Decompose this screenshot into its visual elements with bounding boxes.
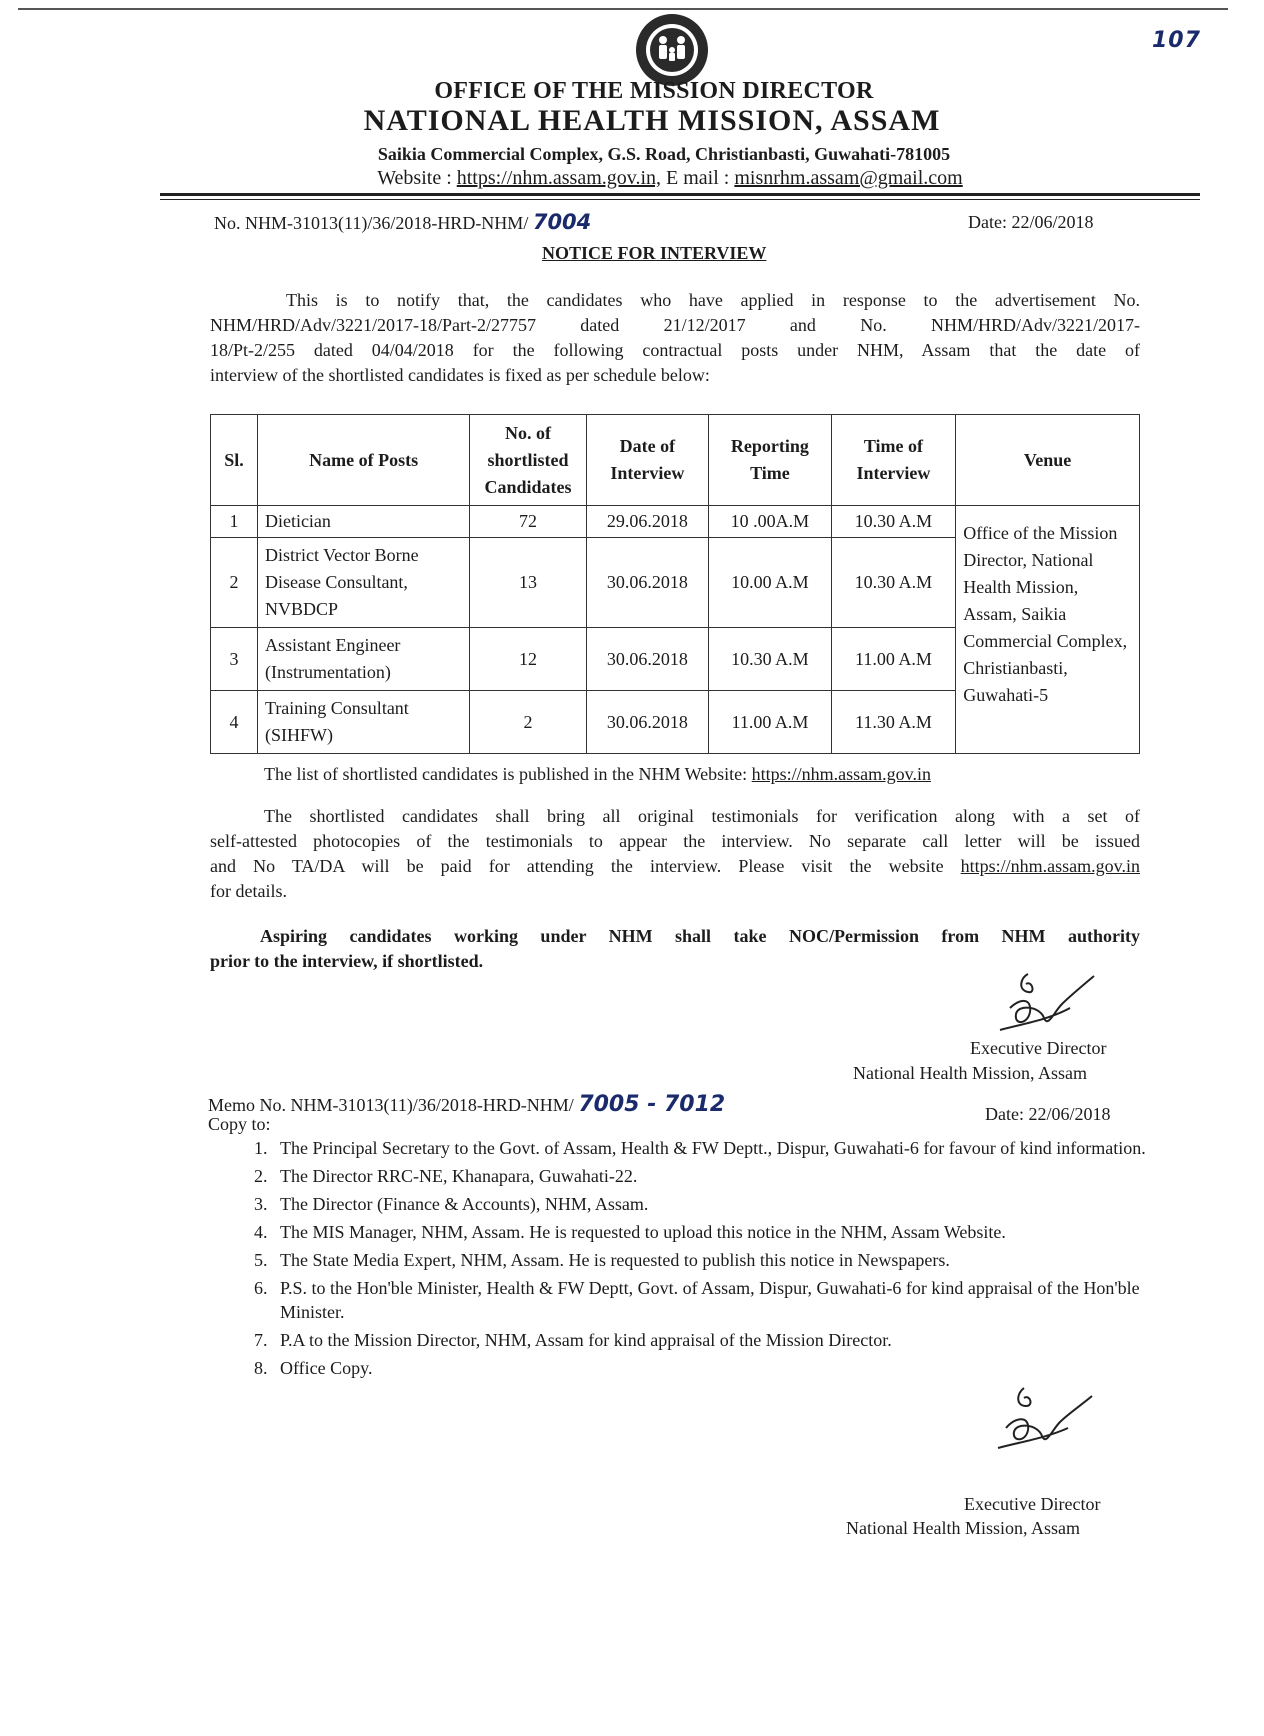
table-cell: Training Consultant (SIHFW) bbox=[257, 691, 469, 754]
intro-paragraph bbox=[210, 288, 1140, 388]
reference-number bbox=[214, 210, 591, 234]
table-cell: 30.06.2018 bbox=[586, 691, 709, 754]
table-header-row bbox=[211, 415, 1140, 506]
table-cell: 2 bbox=[470, 691, 586, 754]
table-cell: Dietician bbox=[257, 506, 469, 538]
header-rule-thin bbox=[160, 199, 1200, 200]
organization-title: NATIONAL HEALTH MISSION, ASSAM bbox=[363, 104, 941, 137]
contact-line bbox=[38, 167, 1264, 190]
header-cell: Name of Posts bbox=[257, 415, 469, 506]
memo-date: Date: 22/06/2018 bbox=[985, 1104, 1111, 1124]
signature-1-title: Executive Director bbox=[970, 1038, 1107, 1058]
nhm-website-link[interactable]: https://nhm.assam.gov.in bbox=[751, 764, 931, 784]
header-cell: No. of shortlisted Candidates bbox=[470, 415, 586, 506]
details-website-link[interactable]: https://nhm.assam.gov.in bbox=[960, 856, 1141, 876]
table-cell: 11.00 A.M bbox=[831, 628, 956, 691]
handwritten-memo-number: 7005 - 7012 bbox=[578, 1092, 726, 1117]
list-item: 1. The Principal Secretary to the Govt. of Assam, Health & FW Deptt., Dispur, Guwahati-6 for favour of kind information. bbox=[272, 1136, 1162, 1160]
testimonials-line: The shortlisted candidates shall bring all original testimonials for verification along with a set of bbox=[264, 806, 1140, 826]
header-cell: Reporting Time bbox=[709, 415, 832, 506]
shortlist-notice bbox=[264, 764, 931, 785]
intro-line: NHM/HRD/Adv/3221/2017-18/Part-2/27757 dated 21/12/2017 and No. NHM/HRD/Adv/3221/2017- bbox=[210, 315, 1140, 335]
interview-schedule-table bbox=[210, 414, 1140, 754]
list-item: 8. Office Copy. bbox=[272, 1356, 1162, 1380]
memo-text: Memo No. NHM-31013(11)/36/2018-HRD-NHM/ bbox=[208, 1095, 574, 1115]
intro-line: This is to notify that, the candidates who have applied in response to the advertisement No. bbox=[286, 290, 1140, 310]
table-cell: 3 bbox=[211, 628, 258, 691]
table-cell: 30.06.2018 bbox=[586, 538, 709, 628]
noc-line: Aspiring candidates working under NHM shall take NOC/Permission from NHM authority bbox=[260, 926, 1140, 946]
header-cell: Sl. bbox=[211, 415, 258, 506]
handwritten-page-number: 107 bbox=[1152, 28, 1201, 53]
list-item: 4. The MIS Manager, NHM, Assam. He is requested to upload this notice in the NHM, Assam Website. bbox=[272, 1220, 1162, 1244]
table-cell: 13 bbox=[470, 538, 586, 628]
intro-line: interview of the shortlisted candidates is fixed as per schedule below: bbox=[210, 365, 710, 385]
testimonials-line bbox=[210, 854, 1140, 879]
copy-to-label: Copy to: bbox=[208, 1114, 271, 1134]
header-cell: Venue bbox=[956, 415, 1140, 506]
office-address: Saikia Commercial Complex, G.S. Road, Christianbasti, Guwahati-781005 bbox=[377, 144, 951, 164]
signature-2-title: Executive Director bbox=[964, 1494, 1101, 1514]
reference-date: Date: 22/06/2018 bbox=[968, 212, 1094, 232]
reference-text: No. NHM-31013(11)/36/2018-HRD-NHM/ bbox=[214, 213, 529, 233]
table-cell: 29.06.2018 bbox=[586, 506, 709, 538]
header-rule bbox=[160, 193, 1200, 196]
table-cell: 11.30 A.M bbox=[831, 691, 956, 754]
table-cell: 10 .00A.M bbox=[709, 506, 832, 538]
list-item: 5. The State Media Expert, NHM, Assam. He is requested to publish this notice in Newspapers. bbox=[272, 1248, 1162, 1272]
testimonials-line: for details. bbox=[210, 881, 287, 901]
table-row bbox=[211, 506, 1140, 538]
table-cell: Assistant Engineer (Instrumentation) bbox=[257, 628, 469, 691]
intro-line: 18/Pt-2/255 dated 04/04/2018 for the following contractual posts under NHM, Assam that the date of bbox=[210, 340, 1140, 360]
table-cell: 10.30 A.M bbox=[709, 628, 832, 691]
noc-paragraph bbox=[210, 924, 1140, 974]
list-item: 6. P.S. to the Hon'ble Minister, Health & FW Deptt, Govt. of Assam, Dispur, Guwahati-6 for kind appraisal of the Hon'ble Minister. bbox=[272, 1276, 1162, 1324]
testimonials-line-text: and No TA/DA will be paid for attending the interview. Please visit the website bbox=[210, 856, 944, 876]
table-cell: 10.30 A.M bbox=[831, 506, 956, 538]
signature-2-org: National Health Mission, Assam bbox=[846, 1518, 1080, 1538]
table-cell: 1 bbox=[211, 506, 258, 538]
signature-2 bbox=[970, 1384, 1100, 1464]
memo-number bbox=[208, 1092, 725, 1117]
table-cell: 4 bbox=[211, 691, 258, 754]
email-link[interactable]: misnrhm.assam@gmail.com bbox=[734, 167, 963, 189]
office-title: OFFICE OF THE MISSION DIRECTOR bbox=[434, 78, 874, 104]
copy-to-list bbox=[240, 1136, 1162, 1384]
handwritten-reference: 7004 bbox=[532, 210, 592, 234]
shortlist-notice-text: The list of shortlisted candidates is published in the NHM Website: bbox=[264, 764, 748, 784]
header-cell: Time of Interview bbox=[831, 415, 956, 506]
email-label: E mail : bbox=[666, 167, 730, 189]
list-item: 3. The Director (Finance & Accounts), NHM, Assam. bbox=[272, 1192, 1162, 1216]
testimonials-paragraph bbox=[210, 804, 1140, 904]
table-cell: District Vector Borne Disease Consultant, NVBDCP bbox=[257, 538, 469, 628]
table-cell: 12 bbox=[470, 628, 586, 691]
list-item: 7. P.A to the Mission Director, NHM, Assam for kind appraisal of the Mission Director. bbox=[272, 1328, 1162, 1352]
table-cell: 72 bbox=[470, 506, 586, 538]
website-label: Website : bbox=[377, 167, 452, 189]
list-item: 2. The Director RRC-NE, Khanapara, Guwahati-22. bbox=[272, 1164, 1162, 1188]
table-cell: 10.30 A.M bbox=[831, 538, 956, 628]
top-border-line bbox=[18, 8, 1228, 10]
testimonials-line: self-attested photocopies of the testimonials to appear the interview. No separate call letter will be issued bbox=[210, 831, 1140, 851]
table-cell: 2 bbox=[211, 538, 258, 628]
signature-1 bbox=[970, 968, 1100, 1048]
noc-line: prior to the interview, if shortlisted. bbox=[210, 951, 484, 971]
table-cell: 30.06.2018 bbox=[586, 628, 709, 691]
notice-title: NOTICE FOR INTERVIEW bbox=[542, 243, 767, 263]
table-cell: 10.00 A.M bbox=[709, 538, 832, 628]
website-link[interactable]: https://nhm.assam.gov.in, bbox=[456, 167, 662, 189]
header-cell: Date of Interview bbox=[586, 415, 709, 506]
table-cell: 11.00 A.M bbox=[709, 691, 832, 754]
signature-1-org: National Health Mission, Assam bbox=[853, 1063, 1087, 1083]
venue-cell: Office of the Mission Director, National Health Mission, Assam, Saikia Commercial Complex, Christianbasti, Guwahati-5 bbox=[956, 506, 1140, 754]
